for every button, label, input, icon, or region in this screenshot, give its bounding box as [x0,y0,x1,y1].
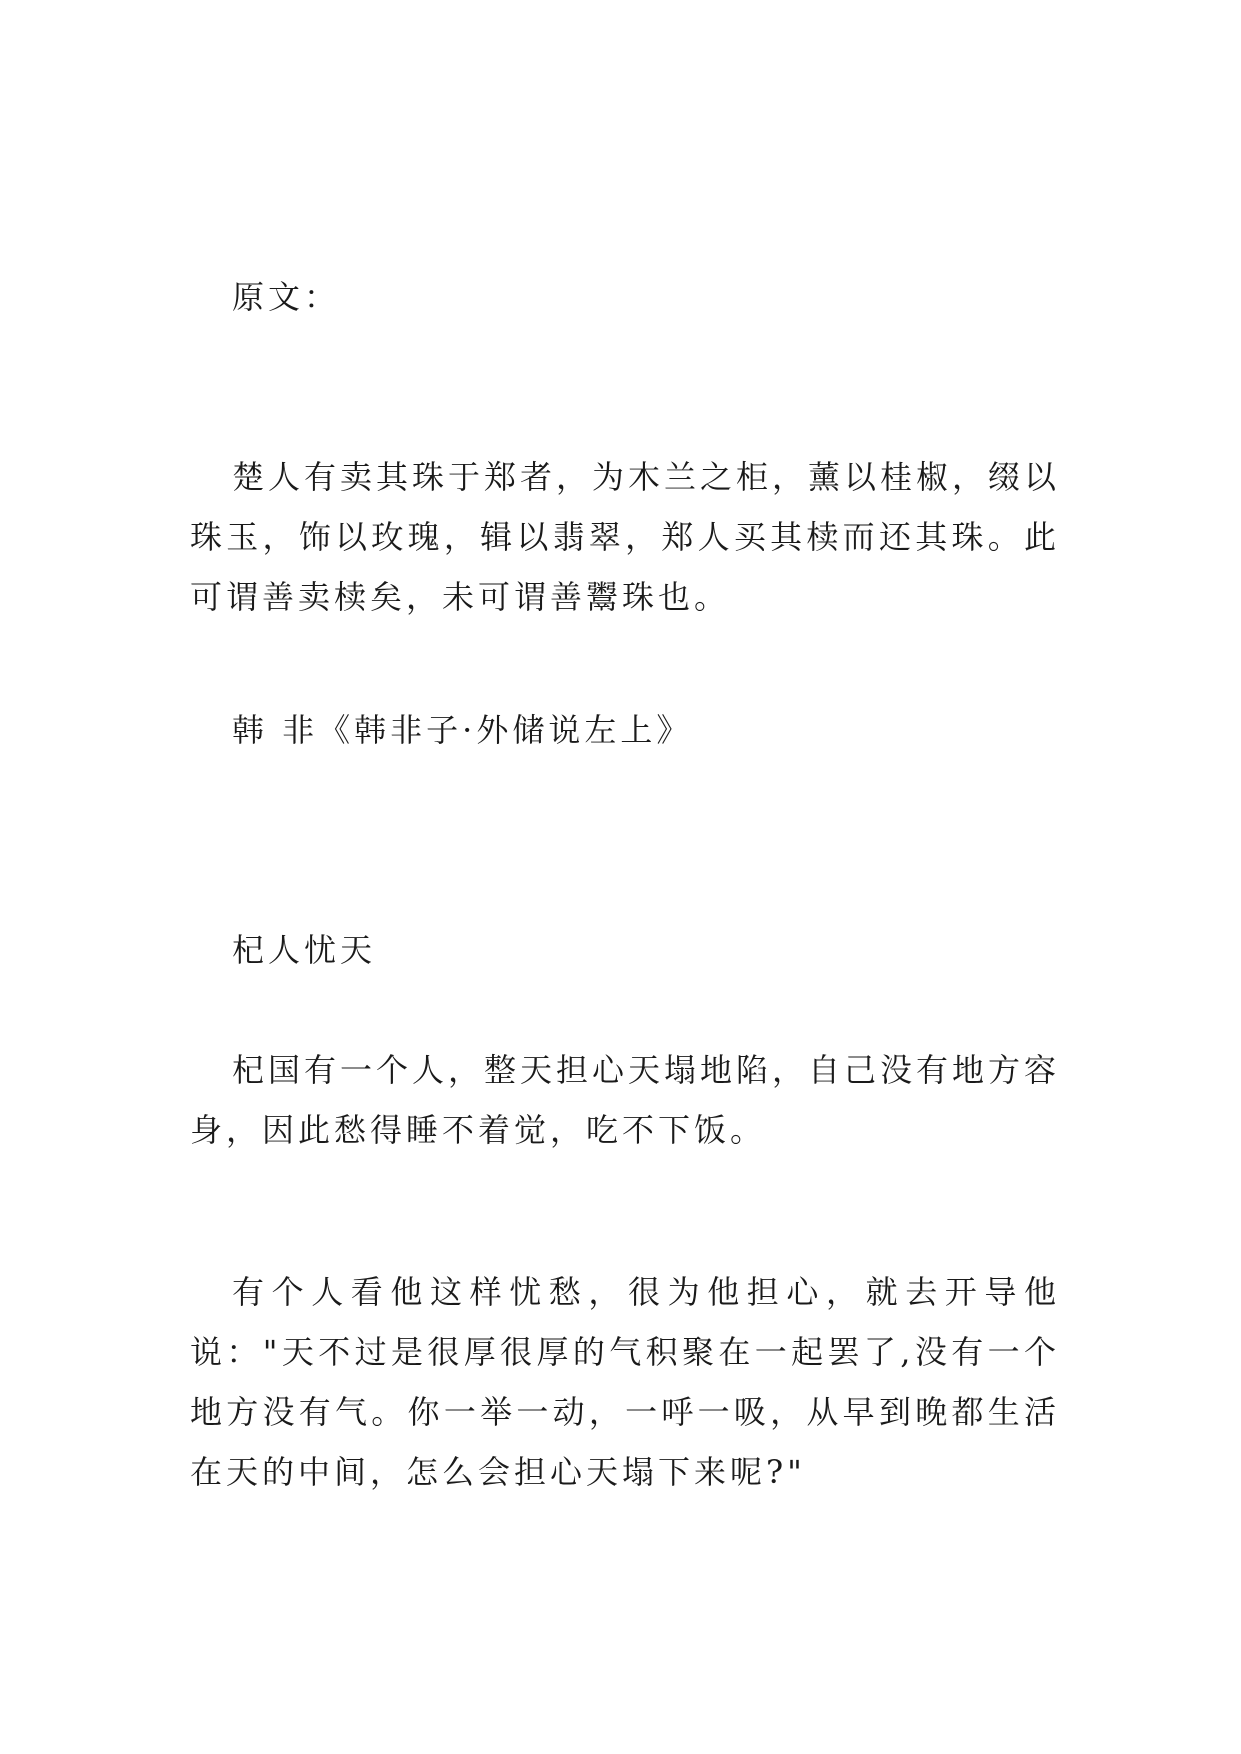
paragraph-maidu-huanzhu: 楚人有卖其珠于郑者，为木兰之柜，薰以桂椒，缀以珠玉，饰以玫瑰，辑以翡翠，郑人买其椟而还其珠。此可谓善卖椟矣，未可谓善鬻珠也。 [190,458,1061,616]
source-attribution: 韩 非《韩非子·外储说左上》 [232,711,693,749]
paragraph-qiren-2: 有个人看他这样忧愁，很为他担心，就去开导他说："天不过是很厚很厚的气积聚在一起罢了,没有一个地方没有气。你一举一动，一呼一吸，从早到晚都生活在天的中间，怎么会担心天塌下来呢?" [190,1273,1060,1491]
heading-qiren-youtian: 杞人忧天 [232,931,377,969]
heading-original-text: 原文： [232,278,341,316]
paragraph-qiren-1: 杞国有一个人，整天担心天塌地陷，自己没有地方容身，因此愁得睡不着觉，吃不下饭。 [190,1051,1061,1149]
